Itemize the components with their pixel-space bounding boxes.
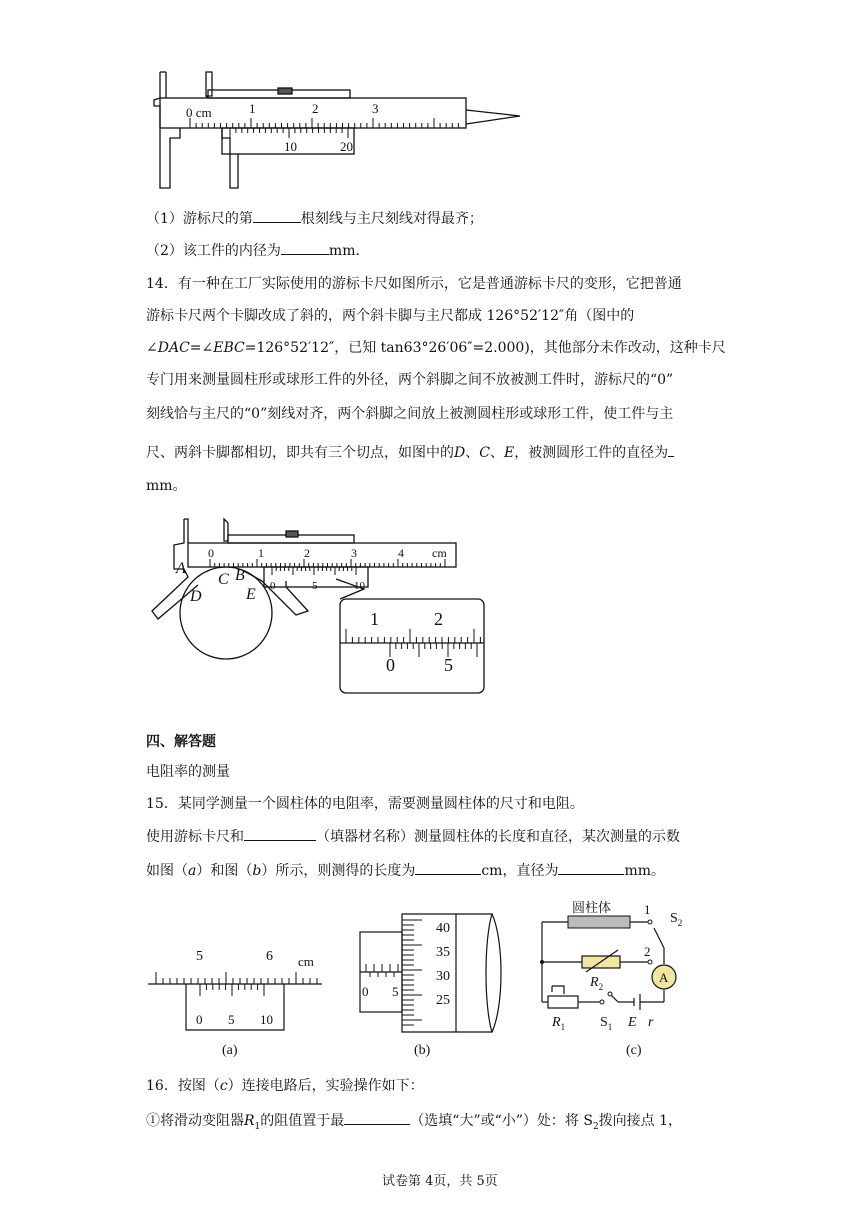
- q14-zoom-vern-0: 0: [386, 655, 395, 675]
- fig-b-thimble-25: 25: [436, 993, 450, 1008]
- q16-line1: 16．按图（c）连接电路后，实验操作如下：: [146, 1078, 424, 1094]
- fig-c-node-1: 1: [644, 902, 651, 917]
- q14-point-C: C: [218, 571, 229, 588]
- fig-b-thimble-40: 40: [436, 921, 450, 936]
- q13-main-1: 1: [249, 101, 256, 116]
- q14-caliper-figure: [146, 515, 496, 705]
- q15-blank-length[interactable]: [415, 860, 481, 875]
- q15-fig-b: [356, 910, 516, 1060]
- q15-fig-c: [536, 898, 696, 1062]
- q13-main-3: 3: [372, 101, 379, 116]
- q14-main-4: 4: [398, 546, 404, 560]
- q13-vern-10: 10: [284, 139, 297, 154]
- q13-sub1: （1）游标尺的第 根刻线与主尺刻线对得最齐；: [146, 208, 483, 229]
- q14-line5: 刻线恰与主尺的“0”刻线对齐，两个斜脚之间放上被测圆柱形或球形工件，使工件与主: [146, 406, 674, 422]
- fig-a-vern-0: 0: [196, 1012, 203, 1027]
- section-subtitle: 电阻率的测量: [146, 764, 230, 780]
- q13-main-cm: 0 cm: [186, 105, 212, 120]
- q15-line2: 使用游标卡尺和 （填器材名称）测量圆柱体的长度和直径，某次测量的示数: [146, 826, 680, 847]
- fig-a-vern-5: 5: [228, 1012, 235, 1027]
- q14-line7: mm。: [146, 478, 187, 494]
- q13-blank-2[interactable]: [281, 240, 329, 255]
- q13-vern-20: 20: [340, 139, 353, 154]
- q14-zoom-vern-5: 5: [444, 655, 453, 675]
- fig-b-sleeve-0: 0: [362, 984, 369, 999]
- q14-vern-5: 5: [312, 580, 318, 592]
- q14-point-D: D: [190, 588, 202, 605]
- fig-c-s1: $S_1$: [600, 1015, 613, 1032]
- q13-blank-1[interactable]: [253, 208, 301, 223]
- q14-blank[interactable]: [668, 442, 674, 457]
- fig-a-unit: cm: [298, 954, 314, 969]
- fig-c-r1: $R_1$: [552, 1015, 566, 1032]
- q13-caliper-figure: [140, 68, 530, 196]
- fig-c-r2: $R_2$: [590, 975, 604, 992]
- q14-line1: 14．有一种在工厂实际使用的游标卡尺如图所示，它是普通游标卡尺的变形，它把普通: [146, 276, 682, 292]
- q14-zoom-main-1: 1: [370, 609, 379, 629]
- q16-line2: ①将滑动变阻器$R_1$的阻值置于最 （选填“大”或“小”）处：将 $S_2$拨向接点 1，: [146, 1110, 682, 1137]
- q14-line4: 专门用来测量圆柱形或球形工件的外径，两个斜脚之间不放被测工件时，游标尺的“0”: [146, 372, 674, 388]
- q14-main-unit: cm: [432, 546, 447, 560]
- section-title: 四、解答题: [146, 734, 216, 750]
- q13-main-2: 2: [312, 101, 319, 116]
- q15-blank-instrument[interactable]: [244, 826, 316, 841]
- page-footer: 试卷第 4页，共 5页: [382, 1174, 498, 1189]
- fig-a-main-5: 5: [196, 949, 203, 964]
- q14-vern-10: 10: [354, 580, 365, 592]
- fig-c-node-2: 2: [644, 944, 651, 959]
- q15-line1: 15．某同学测量一个圆柱体的电阻率，需要测量圆柱体的尺寸和电阻。: [146, 796, 584, 812]
- q13-sub2: （2）该工件的内径为 mm．: [146, 240, 369, 261]
- q15-line3: 如图（a）和图（b）所示，则测得的长度为 cm，直径为 mm。: [146, 860, 665, 881]
- q14-main-0: 0: [208, 546, 214, 560]
- q14-zoom-main-2: 2: [434, 609, 443, 629]
- q15-blank-diameter[interactable]: [558, 860, 624, 875]
- fig-a-caption: (a): [222, 1043, 238, 1058]
- q14-point-E: E: [246, 586, 256, 603]
- fig-c-ammeter: A: [659, 970, 669, 985]
- fig-c-emf: E: [628, 1015, 637, 1030]
- q14-main-3: 3: [351, 546, 357, 560]
- q14-main-1: 1: [258, 546, 264, 560]
- fig-b-sleeve-5: 5: [392, 984, 399, 999]
- q14-line2: 游标卡尺两个卡脚改成了斜的，两个斜卡脚与主尺都成 126°52′12″角（图中的: [146, 308, 635, 324]
- q14-line3: ∠DAC=∠EBC=126°52′12″，已知 tan63°26′06″=2.000)，其他部分未作改动，这种卡尺: [146, 340, 726, 356]
- fig-b-thimble-30: 30: [436, 969, 450, 984]
- q14-vern-0: 0: [270, 580, 276, 592]
- fig-a-main-6: 6: [266, 949, 273, 964]
- q14-point-A: A: [176, 560, 186, 577]
- q14-main-2: 2: [304, 546, 310, 560]
- q15-fig-a: [146, 940, 326, 1060]
- q14-line6: 尺、两斜卡脚都相切，即共有三个切点，如图中的D、C、E，被测圆形工件的直径为: [146, 442, 674, 463]
- fig-c-caption: (c): [626, 1043, 642, 1058]
- q14-point-B: B: [235, 567, 245, 584]
- fig-a-vern-10: 10: [260, 1012, 273, 1027]
- q16-blank-1[interactable]: [344, 1110, 410, 1125]
- fig-c-s2: $S_2$: [670, 911, 683, 928]
- fig-c-cylinder: 圆柱体: [572, 900, 612, 915]
- fig-b-thimble-35: 35: [436, 945, 450, 960]
- fig-b-caption: (b): [414, 1043, 431, 1058]
- fig-c-internal-r: r: [648, 1015, 654, 1030]
